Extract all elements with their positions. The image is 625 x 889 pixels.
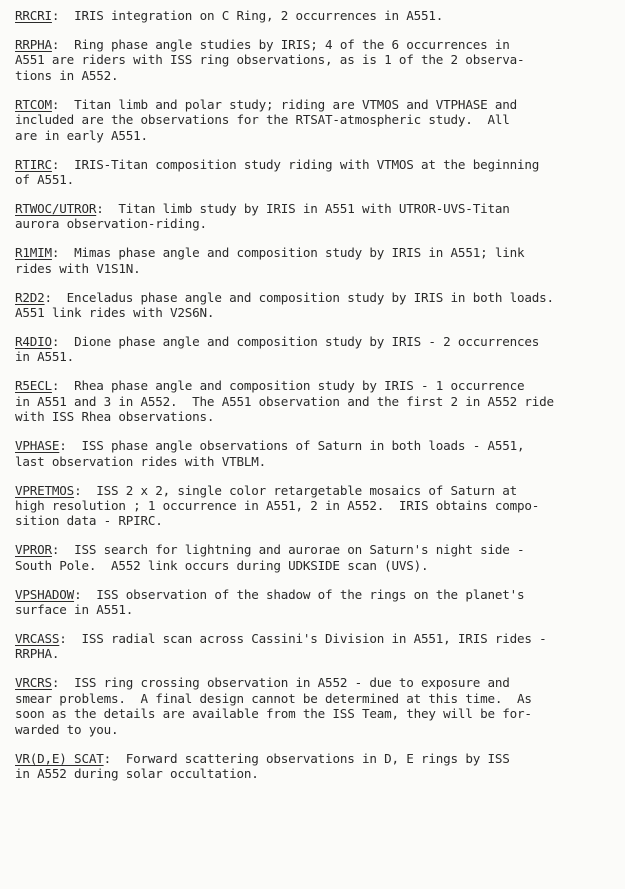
entry-line <box>15 394 615 409</box>
entry-line <box>15 722 615 737</box>
entry-text: : Titan limb study by IRIS in A551 with UTROR-UVS-Titan <box>96 200 510 216</box>
entry-text: tions in A552. <box>15 67 119 83</box>
entry-text: : Ring phase angle studies by IRIS; 4 of the 6 occurrences in <box>51 36 510 52</box>
entry-text: : Dione phase angle and composition study by IRIS - 2 occurrences <box>51 334 540 350</box>
entry-rtirc <box>15 157 615 188</box>
entry-text: soon as the details are available from the ISS Team, they will be for- <box>15 706 532 722</box>
entry-line <box>15 37 615 52</box>
entry-line <box>15 261 615 276</box>
entry-text: in A551 and 3 in A552. The A551 observation and the first 2 in A552 ride <box>15 393 554 409</box>
entry-text: : IRIS integration on C Ring, 2 occurrences in A551. <box>51 8 444 23</box>
entry-line <box>15 498 615 513</box>
entry-line <box>15 334 615 349</box>
entry-line <box>15 290 615 305</box>
entry-vpretmos <box>15 483 615 529</box>
entry-text: : ISS 2 x 2, single color retargetable mosaics of Saturn at <box>74 482 517 498</box>
entry-line <box>15 52 615 67</box>
entry-text: : Mimas phase angle and composition study by IRIS in A551; link <box>51 245 525 261</box>
entry-r1mim <box>15 245 615 276</box>
entry-text: surface in A551. <box>15 602 134 618</box>
entry-line <box>15 766 615 781</box>
entry-rrcri <box>15 8 615 23</box>
entry-text: sition data - RPIRC. <box>15 513 163 529</box>
entry-r5ecl <box>15 378 615 424</box>
entry-line <box>15 675 615 690</box>
entry-text: : Forward scattering observations in D, E rings by ISS <box>103 750 510 766</box>
entry-line <box>15 157 615 172</box>
entry-line <box>15 542 615 557</box>
entry-text: RRPHA. <box>15 646 60 662</box>
entry-text: warded to you. <box>15 721 119 737</box>
entry-text: with ISS Rhea observations. <box>15 409 215 425</box>
entry-line <box>15 558 615 573</box>
entry-text: : Titan limb and polar study; riding are VTMOS and VTPHASE and <box>51 96 517 112</box>
entry-line <box>15 305 615 320</box>
entry-rtwoc-utror <box>15 201 615 232</box>
entry-text: aurora observation-riding. <box>15 216 207 232</box>
entry-vr-d-e-scat <box>15 751 615 782</box>
entry-text: included are the observations for the RTSAT-atmospheric study. All <box>15 112 510 128</box>
entry-text: A551 link rides with V2S6N. <box>15 305 215 321</box>
entry-text: last observation rides with VTBLM. <box>15 453 266 469</box>
entry-vrcass <box>15 631 615 662</box>
entry-text: : ISS observation of the shadow of the rings on the planet's <box>74 586 525 602</box>
entry-line <box>15 454 615 469</box>
entry-text: : Rhea phase angle and composition study by IRIS - 1 occurrence <box>51 378 525 394</box>
entry-rrpha <box>15 37 615 83</box>
entry-code: VRCASS <box>15 631 60 647</box>
entry-vphase <box>15 438 615 469</box>
entry-line <box>15 602 615 617</box>
entry-line <box>15 438 615 453</box>
entry-line <box>15 68 615 83</box>
entry-text: rides with V1S1N. <box>15 260 141 276</box>
entry-code: VPRETMOS <box>15 482 75 498</box>
entry-code: RTWOC/UTROR <box>15 200 97 216</box>
entry-text: smear problems. A final design cannot be determined at this time. As <box>15 690 532 706</box>
entry-text: high resolution ; 1 occurrence in A551, 2 in A552. IRIS obtains compo- <box>15 497 540 513</box>
entry-line <box>15 128 615 143</box>
entry-text: of A551. <box>15 171 75 187</box>
entry-code: RRPHA <box>15 36 52 52</box>
entry-code: R5ECL <box>15 378 52 394</box>
entry-line <box>15 706 615 721</box>
entry-line <box>15 216 615 231</box>
entry-code: RTIRC <box>15 156 52 172</box>
entry-line <box>15 8 615 23</box>
entry-text: : ISS search for lightning and aurorae on Saturn's night side - <box>51 542 525 558</box>
entry-code: VRCRS <box>15 675 52 691</box>
entry-code: VR(D,E) SCAT <box>15 750 104 766</box>
entry-line <box>15 409 615 424</box>
entry-code: VPHASE <box>15 438 60 454</box>
entry-text: A551 are riders with ISS ring observations, as is 1 of the 2 observa- <box>15 52 525 68</box>
entry-text: : ISS radial scan across Cassini's Division in A551, IRIS rides - <box>59 631 547 647</box>
entry-text: in A552 during solar occultation. <box>15 765 259 781</box>
entry-line <box>15 513 615 528</box>
entry-line <box>15 691 615 706</box>
entry-line <box>15 172 615 187</box>
entry-line <box>15 97 615 112</box>
entry-text: in A551. <box>15 349 75 365</box>
entry-text: : ISS phase angle observations of Saturn in both loads - A551, <box>59 438 525 454</box>
entry-line <box>15 349 615 364</box>
entry-text: : ISS ring crossing observation in A552 - due to exposure and <box>51 675 510 691</box>
entry-vpror <box>15 542 615 573</box>
entry-rtcom <box>15 97 615 143</box>
entry-vrcrs <box>15 675 615 737</box>
entry-line <box>15 751 615 766</box>
entry-code: RTCOM <box>15 96 52 112</box>
entry-code: R4DIO <box>15 334 52 350</box>
entry-code: R1MIM <box>15 245 52 261</box>
entry-line <box>15 201 615 216</box>
entry-code: VPROR <box>15 542 52 558</box>
entry-line <box>15 631 615 646</box>
entry-line <box>15 483 615 498</box>
entry-line <box>15 112 615 127</box>
entry-text: : Enceladus phase angle and composition study by IRIS in both loads. <box>44 289 554 305</box>
entry-text: are in early A551. <box>15 127 148 143</box>
entry-code: RRCRI <box>15 8 52 23</box>
entry-text: : IRIS-Titan composition study riding with VTMOS at the beginning <box>51 156 540 172</box>
entry-vpshadow <box>15 587 615 618</box>
entry-r2d2 <box>15 290 615 321</box>
entry-text: South Pole. A552 link occurs during UDKSIDE scan (UVS). <box>15 557 429 573</box>
entry-line <box>15 646 615 661</box>
entry-line <box>15 378 615 393</box>
entry-line <box>15 245 615 260</box>
entry-line <box>15 587 615 602</box>
entry-r4dio <box>15 334 615 365</box>
entry-code: R2D2 <box>15 289 45 305</box>
entry-code: VPSHADOW <box>15 586 75 602</box>
